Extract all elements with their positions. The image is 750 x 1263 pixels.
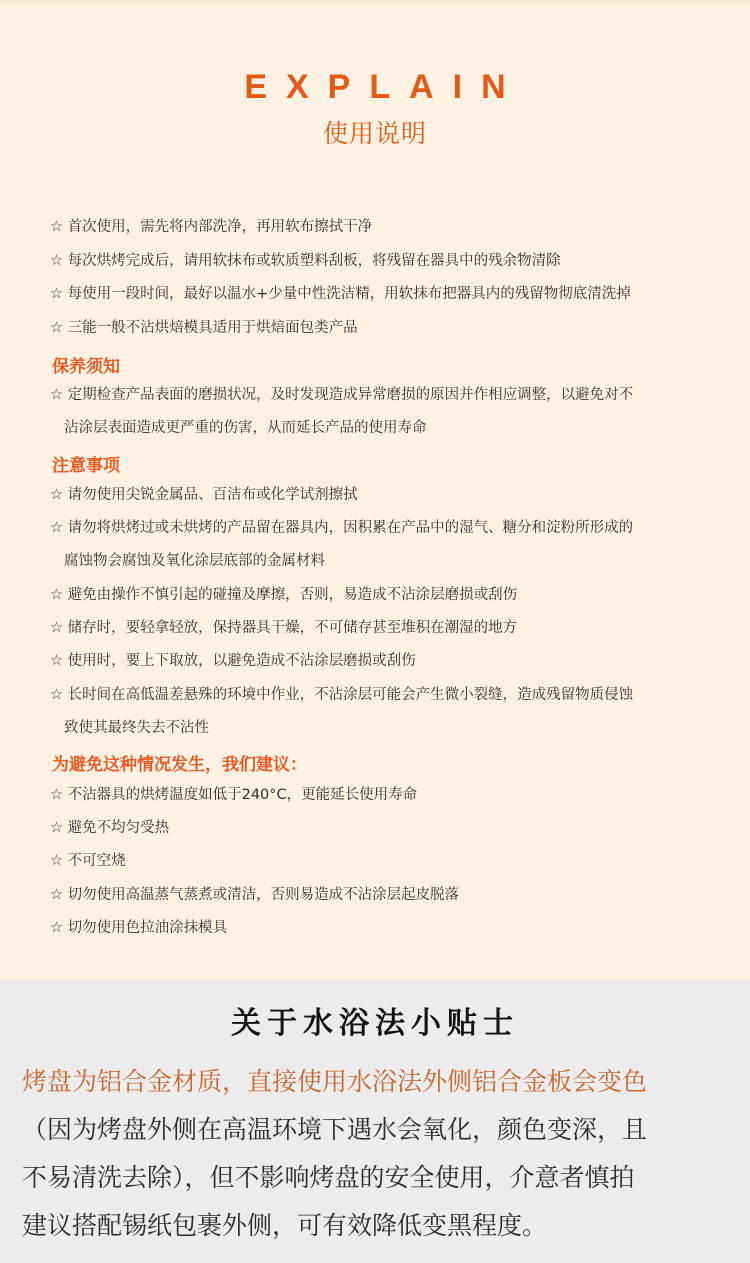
maintenance-item: ☆ 定期检查产品表面的磨损状况，及时发现造成异常磨损的原因并作相应调整，以避免对不: [50, 387, 634, 403]
intro-item: ☆ 首次使用，需先将内部洗净，再用软布擦拭干净: [50, 219, 373, 235]
top-divider: [0, 0, 750, 3]
intro-item: ☆ 每次烘烤完成后，请用软抹布或软质塑料刮板，将残留在器具中的残余物清除: [50, 253, 561, 269]
tips-line: 建议搭配锡纸包裹外侧，可有效降低变黑程度。: [22, 1211, 548, 1240]
title-chinese: 使用说明: [322, 119, 427, 148]
note-item-continued: 致使其最终失去不沾性: [64, 720, 209, 736]
tips-line-highlight: 烤盘为铝合金材质，直接使用水浴法外侧铝合金板会变色: [22, 1067, 648, 1096]
notes-heading: 注意事项: [52, 456, 120, 476]
note-item: ☆ 请勿使用尖锐金属品、百洁布或化学试剂擦拭: [50, 487, 358, 503]
suggestion-item: ☆ 避免不均匀受热: [50, 820, 170, 836]
suggestion-item: ☆ 不可空烧: [50, 853, 126, 869]
maintenance-heading: 保养须知: [52, 357, 120, 377]
note-item: ☆ 请勿将烘烤过或未烘烤的产品留在器具内，因积累在产品中的湿气、糖分和淀粉所形成的: [50, 520, 634, 536]
suggestion-item: ☆ 切勿使用色拉油涂抹模具: [50, 920, 228, 936]
tips-line: 不易清洗去除），但不影响烤盘的安全使用，介意者慎拍: [22, 1163, 635, 1192]
tips-section: [0, 980, 750, 1263]
suggestions-heading: 为避免这种情况发生，我们建议：: [52, 755, 307, 775]
maintenance-item-continued: 沾涂层表面造成更严重的伤害，从而延长产品的使用寿命: [64, 420, 427, 436]
intro-item: ☆ 三能一般不沾烘焙模具适用于烘焙面包类产品: [50, 320, 358, 336]
title-english: EXPLAIN: [244, 68, 525, 106]
note-item: ☆ 使用时，要上下取放，以避免造成不沾涂层磨损或刮伤: [50, 653, 416, 669]
intro-item: ☆ 每使用一段时间，最好以温水+少量中性洗洁精，用软抹布把器具内的残留物彻底清洗掉: [50, 286, 631, 302]
tips-line: （因为烤盘外侧在高温环境下遇水会氧化，颜色变深，且: [22, 1115, 648, 1144]
note-item: ☆ 储存时，要轻拿轻放，保持器具干燥，不可储存甚至堆积在潮湿的地方: [50, 620, 518, 636]
note-item-continued: 腐蚀物会腐蚀及氧化涂层底部的金属材料: [64, 553, 325, 569]
tips-title: 关于水浴法小贴士: [231, 1006, 519, 1041]
note-item: ☆ 长时间在高低温差悬殊的环境中作业，不沾涂层可能会产生微小裂缝，造成残留物质侵蚀: [50, 687, 634, 703]
suggestion-item: ☆ 不沾器具的烘烤温度如低于240°C，更能延长使用寿命: [50, 787, 418, 803]
note-item: ☆ 避免由操作不慎引起的碰撞及摩擦，否则，易造成不沾涂层磨损或刮伤: [50, 587, 518, 603]
suggestion-item: ☆ 切勿使用高温蒸气蒸煮或清洁，否则易造成不沾涂层起皮脱落: [50, 887, 460, 903]
